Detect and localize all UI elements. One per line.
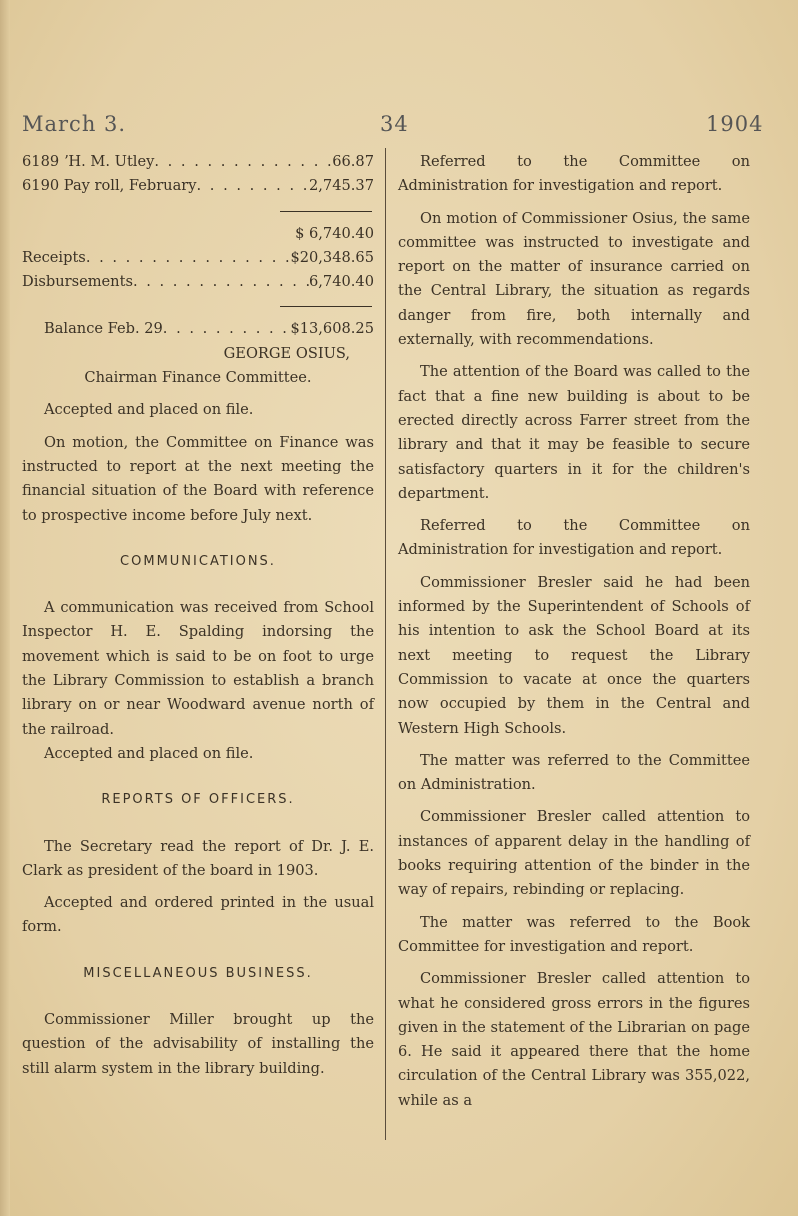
leader-dots <box>154 150 332 174</box>
leader-dots <box>86 246 291 270</box>
section-heading: MISCELLANEOUS BUSINESS. <box>83 965 313 981</box>
paragraph: Commissioner Bresler called attention to instances of apparent delay in the handling of books requiring attention of the binder in the way of repairs, rebinding or replacing. <box>398 808 750 899</box>
receipts-row <box>22 246 374 270</box>
ledger-amount: 2,745.37 <box>309 177 374 195</box>
paragraph: The attention of the Board was called to the fact that a fine new building is about to be erected directly across Farrer street from the library and that it may be feasible to secure satisfactory quarters in it for the children's department. <box>398 363 750 502</box>
sum-rule <box>280 211 372 212</box>
section-heading: COMMUNICATIONS. <box>120 553 276 569</box>
right-column <box>398 150 750 1121</box>
ledger-label: 6190 Pay roll, February <box>22 177 197 195</box>
page-spine <box>0 0 10 1216</box>
paragraph: Accepted and placed on file. <box>44 401 254 419</box>
disbursements-amount: 6,740.40 <box>309 273 374 291</box>
signature-name: GEORGE OSIUS, <box>223 344 350 362</box>
paragraph: Accepted and ordered printed in the usual form. <box>22 894 374 936</box>
leader-dots <box>133 270 309 294</box>
sum-rule <box>280 306 372 307</box>
ledger-amount: 66.87 <box>332 153 374 170</box>
column-divider <box>385 148 386 1140</box>
receipts-label: Receipts <box>22 248 86 266</box>
paragraph: On motion, the Committee on Finance was instructed to report at the next meeting the financial situation of the Board with reference to prospective income before July next. <box>22 433 374 524</box>
paragraph: Commissioner Bresler said he had been informed by the Superintendent of Schools of his intention to ask the School Board at its next meeting to request the Library Commission to vacate at once the quarters now occupied by them in the Central and Western High Schools. <box>398 573 750 737</box>
header-date: March 3. <box>22 112 127 136</box>
left-column <box>22 150 374 1089</box>
paragraph: On motion of Commissioner Osius, the same committee was instructed to investigate and report on the matter of insurance carried on the Central Library, the situation as regards danger from fire, both internally and externally, with recommendations. <box>398 209 750 349</box>
paragraph: Referred to the Committee on Administration for investigation and report. <box>398 517 750 559</box>
paragraph: Accepted and placed on file. <box>44 744 254 762</box>
header-page-number: 34 <box>380 112 409 136</box>
receipts-amount: $20,348.65 <box>290 248 374 266</box>
balance-row <box>22 317 374 341</box>
paragraph: A communication was received from School Inspector H. E. Spalding indorsing the movement which is said to be on foot to urge the Library Commission to establish a branch library on or near Woodward avenue north of the railroad. <box>22 599 374 738</box>
ledger-row <box>22 174 374 198</box>
signature-title: Chairman Finance Committee. <box>84 369 312 387</box>
balance-amount: $13,608.25 <box>290 320 374 338</box>
paragraph: The Secretary read the report of Dr. J. E. Clark as president of the board in 1903. <box>22 837 374 879</box>
leader-dots <box>163 317 291 341</box>
paragraph: Commissioner Bresler called attention to what he considered gross errors in the figures given in the statement of the Librarian on page 6. He said it appeared there that the home circulation of the Central Library was 355,022, while as a <box>398 970 750 1109</box>
paragraph: Referred to the Committee on Administration for investigation and report. <box>398 153 750 195</box>
ledger-label: 6189 ʼH. M. Utley <box>22 153 155 170</box>
balance-label: Balance Feb. 29 <box>44 320 163 338</box>
subtotal: $ 6,740.40 <box>295 224 374 242</box>
disbursements-label: Disbursements <box>22 273 133 291</box>
ledger-row <box>22 150 374 174</box>
leader-dots <box>197 174 309 198</box>
disbursements-row <box>22 270 374 294</box>
paragraph: The matter was referred to the Committee on Administration. <box>398 751 750 794</box>
header-year: 1904 <box>706 112 764 136</box>
paragraph: The matter was referred to the Book Committee for investigation and report. <box>398 913 750 955</box>
section-heading: REPORTS OF OFFICERS. <box>101 792 295 808</box>
paragraph: Commissioner Miller brought up the question of the advisability of installing the still alarm system in the library building. <box>22 1011 374 1077</box>
